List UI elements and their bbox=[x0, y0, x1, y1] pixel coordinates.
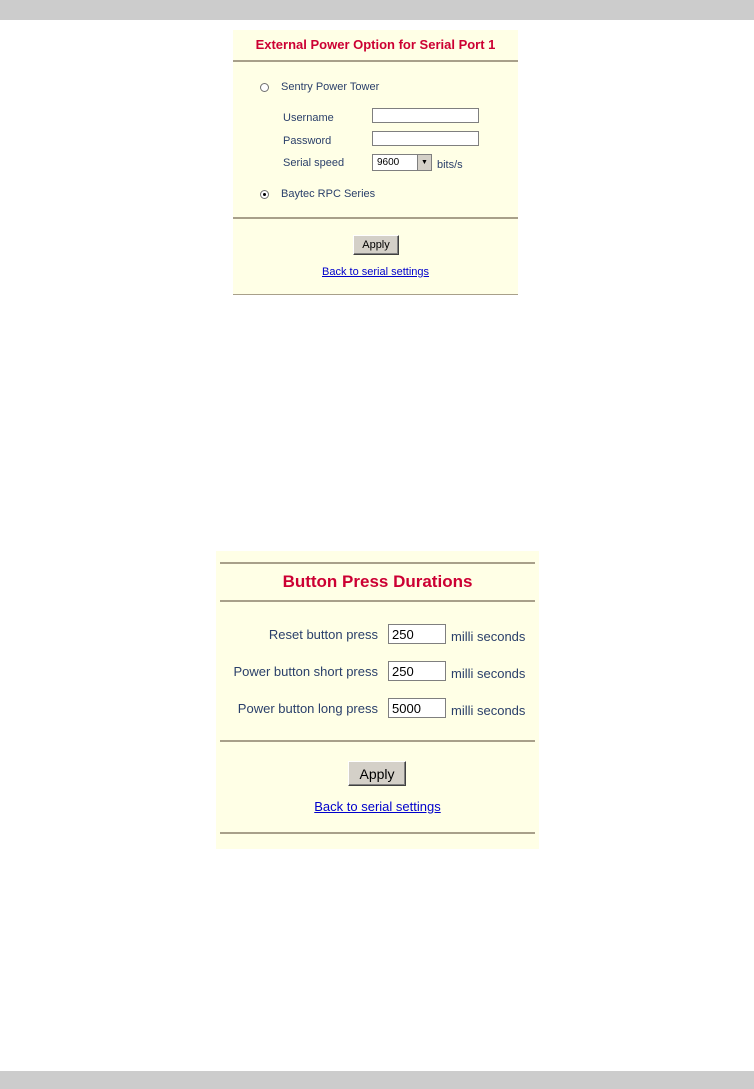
baytec-rpc-series-label: Baytec RPC Series bbox=[281, 188, 376, 200]
serial-speed-select[interactable] bbox=[372, 154, 432, 171]
power-button-short-press-label: Power button short press bbox=[233, 664, 378, 679]
divider bbox=[220, 600, 535, 602]
external-power-option-panel bbox=[233, 30, 518, 295]
password-input[interactable] bbox=[372, 131, 479, 146]
reset-button-press-label: Reset button press bbox=[268, 627, 378, 642]
divider bbox=[220, 740, 535, 742]
apply-button[interactable]: Apply bbox=[353, 235, 399, 255]
bottom-footer-bar bbox=[0, 1071, 754, 1089]
divider bbox=[233, 60, 518, 62]
power-button-short-press-input[interactable] bbox=[388, 661, 446, 681]
radio-sentry-power-tower[interactable] bbox=[260, 83, 269, 92]
serial-speed-unit: bits/s bbox=[437, 159, 463, 171]
power-button-long-press-label: Power button long press bbox=[237, 701, 378, 716]
back-to-serial-settings-link[interactable]: Back to serial settings bbox=[322, 266, 429, 278]
username-label: Username bbox=[283, 112, 334, 124]
power-button-long-press-input[interactable] bbox=[388, 698, 446, 718]
username-input[interactable] bbox=[372, 108, 479, 123]
divider bbox=[220, 562, 535, 564]
divider bbox=[220, 832, 535, 834]
serial-speed-label: Serial speed bbox=[283, 157, 345, 169]
serial-speed-value: 9600 bbox=[377, 157, 400, 168]
sentry-power-tower-label: Sentry Power Tower bbox=[281, 81, 380, 93]
chevron-down-icon[interactable]: ▼ bbox=[417, 155, 431, 170]
back-to-serial-settings-link[interactable]: Back to serial settings bbox=[314, 799, 441, 814]
unit-label: milli seconds bbox=[451, 703, 526, 718]
divider bbox=[233, 217, 518, 219]
top-header-bar bbox=[0, 0, 754, 20]
panel-title: External Power Option for Serial Port 1 bbox=[255, 37, 496, 52]
button-press-durations-panel bbox=[216, 551, 539, 849]
password-label: Password bbox=[283, 135, 332, 147]
unit-label: milli seconds bbox=[451, 666, 526, 681]
apply-button[interactable]: Apply bbox=[348, 761, 406, 786]
unit-label: milli seconds bbox=[451, 629, 526, 644]
panel-title: Button Press Durations bbox=[282, 572, 473, 591]
divider bbox=[233, 294, 518, 295]
radio-baytec-rpc-series[interactable] bbox=[260, 190, 269, 199]
reset-button-press-input[interactable] bbox=[388, 624, 446, 644]
